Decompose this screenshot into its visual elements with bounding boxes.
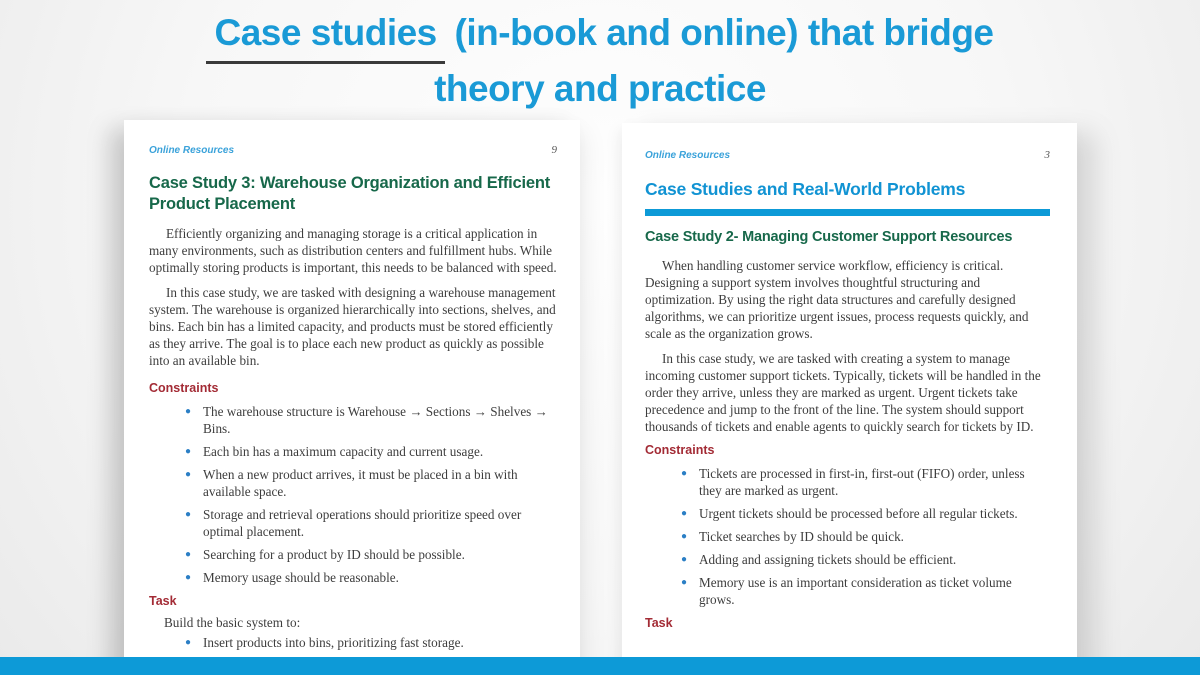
bullet-icon: ● (185, 406, 192, 417)
constraints-label: Constraints (149, 381, 219, 395)
chapter-heading: Case Studies and Real-World Problems (645, 179, 966, 199)
title-line-1 (0, 8, 1200, 64)
list-item: ● The warehouse structure is Warehouse → Sections → Shelves → Bins. (185, 404, 548, 436)
constraints-list (645, 465, 1050, 608)
page-number: 9 (551, 144, 557, 156)
bullet-icon: ● (185, 549, 192, 560)
bullet-icon: ● (185, 572, 192, 583)
paragraph: In this case study, we are tasked with creating a system to manage incoming customer support tickets. Typically, tickets will be handled in the order they arrive, unless they are marked as urgent. Urgent tickets take precedence and jump to the front of the line. The system should support thousands of tickets and enable agents to quickly search for tickets by ID. (645, 351, 1041, 434)
task-list (149, 634, 557, 651)
list-item: ● Each bin has a maximum capacity and current usage. (185, 444, 484, 459)
title-underlined-text: Case studies (206, 8, 444, 64)
list-item: ● Memory usage should be reasonable. (185, 570, 399, 585)
list-item: ● Insert products into bins, prioritizing fast storage. (185, 635, 464, 650)
list-item: ● Memory use is an important consideration as ticket volume grows. (681, 575, 1012, 607)
bullet-icon: ● (681, 468, 688, 479)
list-item: ● Adding and assigning tickets should be efficient. (681, 552, 957, 567)
list-item: ● Storage and retrieval operations should prioritize speed over optimal placement. (185, 507, 522, 539)
bullet-icon: ● (681, 508, 688, 519)
title-rest-text: (in-book and online) that bridge (444, 12, 994, 53)
bottom-accent-bar (0, 657, 1200, 675)
bullet-icon: ● (185, 637, 192, 648)
bullet-icon: ● (681, 577, 688, 588)
title-line-2: theory and practice (434, 68, 766, 109)
book-page-right (622, 123, 1077, 675)
task-intro: Build the basic system to: (164, 615, 301, 630)
task-label: Task (645, 616, 673, 630)
list-item: ● Urgent tickets should be processed before all regular tickets. (681, 506, 1018, 521)
bullet-icon: ● (681, 531, 688, 542)
bullet-icon: ● (185, 509, 192, 520)
task-label: Task (149, 594, 177, 608)
paragraph: Efficiently organizing and managing storage is a critical application in many environments, such as distribution centers and fulfillment hubs. While optimally storing products is important, this needs to be balanced with speed. (149, 226, 557, 275)
constraints-list (149, 403, 557, 586)
case-study-heading: Case Study 2- Managing Customer Support Resources (645, 229, 1013, 245)
book-page-left (124, 120, 580, 675)
constraints-label: Constraints (645, 443, 715, 457)
bullet-icon: ● (185, 446, 192, 457)
case-study-heading: Case Study 3: Warehouse Organization and Efficient Product Placement (149, 174, 551, 213)
paragraph: In this case study, we are tasked with designing a warehouse management system. The warehouse is organized hierarchically into sections, shelves, and bins. Each bin has a limited capacity, and products must be stored efficiently as they arrive. The goal is to place each new product as quickly as possible into an available bin. (149, 285, 556, 368)
page-number: 3 (1044, 149, 1050, 161)
page-header (149, 144, 557, 157)
running-head: Online Resources (149, 145, 235, 156)
slide-title (0, 8, 1200, 114)
page-header (645, 149, 1050, 162)
running-head: Online Resources (645, 150, 731, 161)
list-item: ● When a new product arrives, it must be placed in a bin with available space. (185, 467, 518, 499)
bullet-icon: ● (185, 469, 192, 480)
list-item: ● Tickets are processed in first-in, first-out (FIFO) order, unless they are marked as urgent. (681, 466, 1025, 498)
paragraph: When handling customer service workflow, efficiency is critical. Designing a support system involves thoughtful structuring and optimization. By using the right data structures and carefully designed algorithms, we can prioritize urgent issues, process requests quickly, and scale as the organization grows. (645, 258, 1029, 341)
list-item: ● Searching for a product by ID should be possible. (185, 547, 465, 562)
bullet-icon: ● (681, 554, 688, 565)
chapter-heading-rule (645, 209, 1050, 216)
list-item: ● Ticket searches by ID should be quick. (681, 529, 904, 544)
